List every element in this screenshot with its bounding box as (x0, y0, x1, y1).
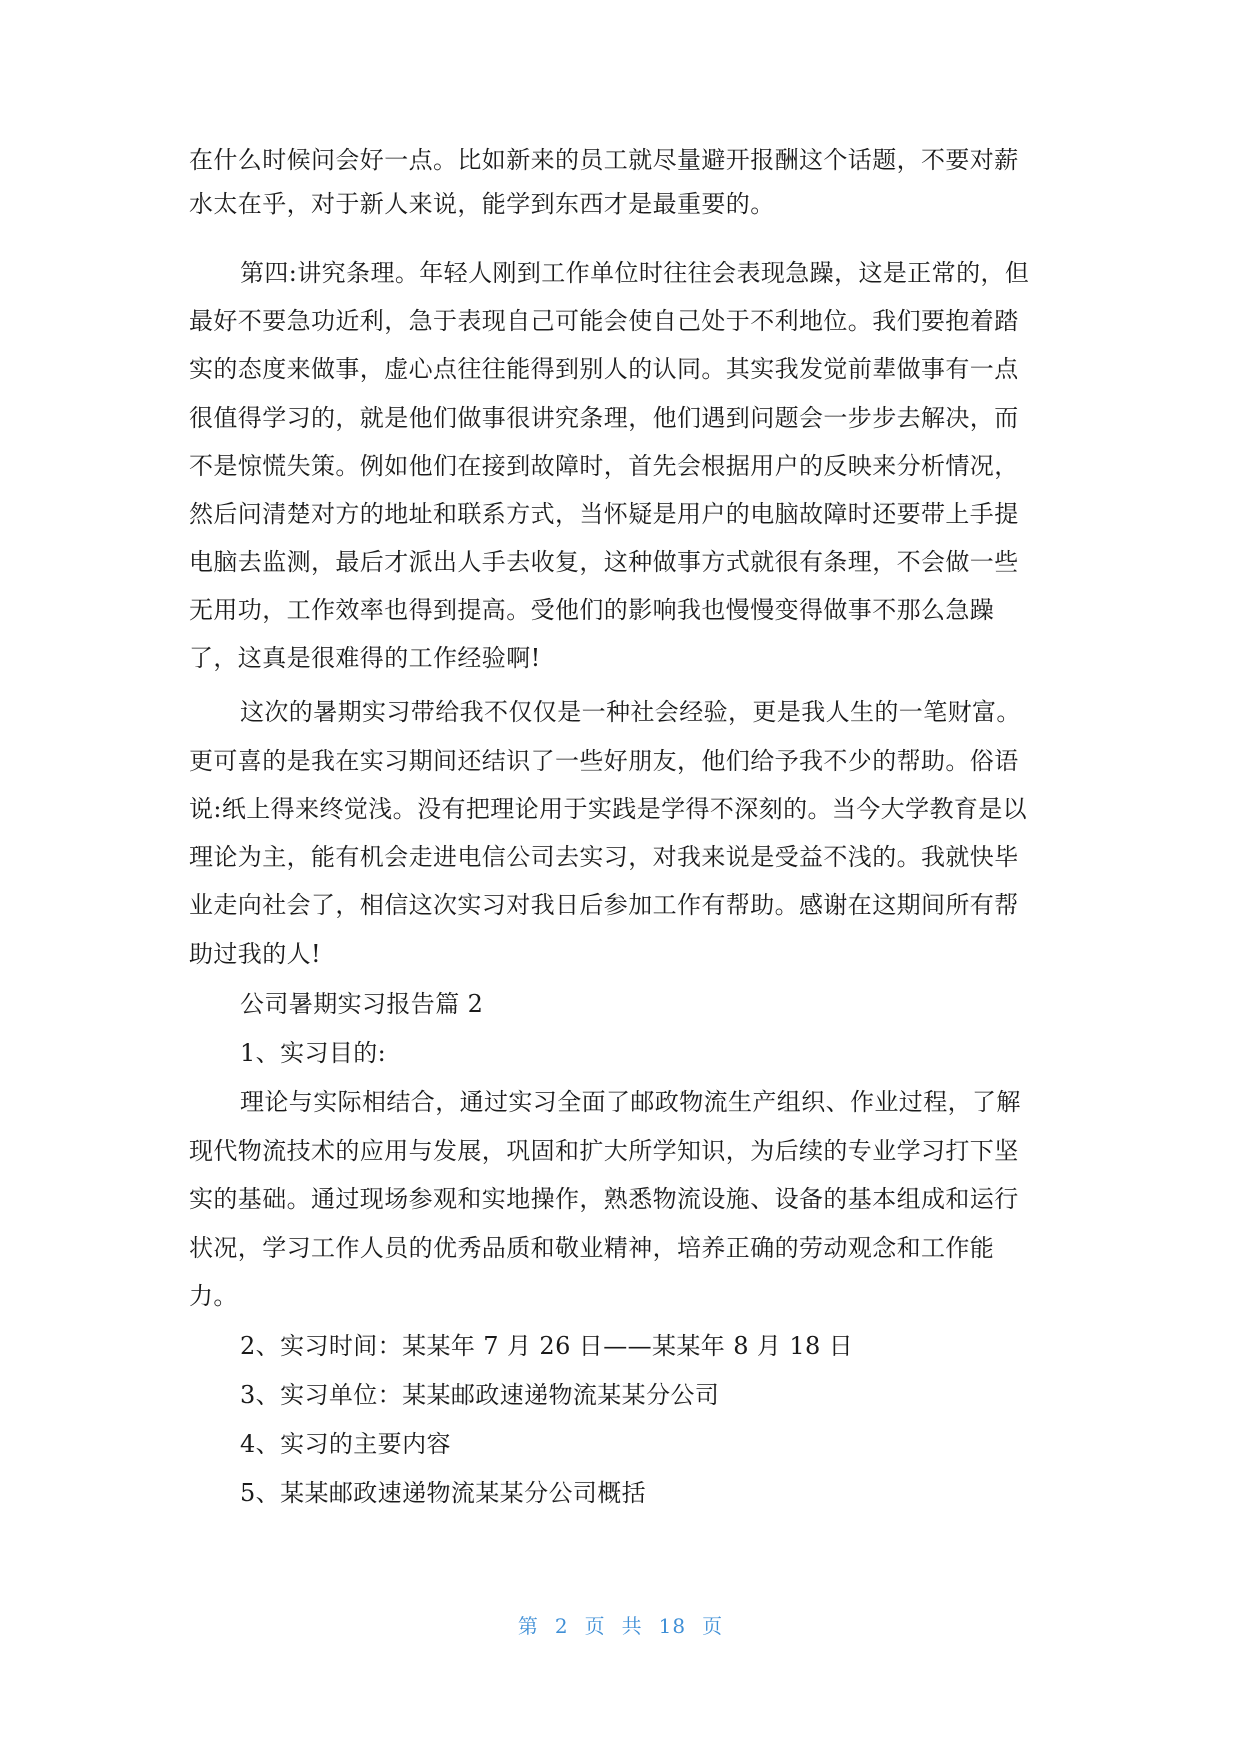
footer-ye: 页 (702, 1614, 724, 1638)
paragraph-line: 现代物流技术的应用与发展，巩固和扩大所学知识，为后续的专业学习打下坚 (189, 1137, 1019, 1165)
subsection-heading: 1、实习目的: (240, 1039, 387, 1067)
paragraph-line: 更可喜的是我在实习期间还结识了一些好朋友，他们给予我不少的帮助。俗语 (189, 747, 1019, 775)
page-footer (0, 1610, 1241, 1639)
list-item: 2、实习时间：某某年 7 月 26 日——某某年 8 月 18 日 (240, 1332, 854, 1360)
current-page-number: 2 (554, 1614, 569, 1638)
paragraph-line: 业走向社会了，相信这次实习对我日后参加工作有帮助。感谢在这期间所有帮 (189, 891, 1019, 919)
paragraph-line: 助过我的人! (189, 940, 322, 968)
total-page-count: 18 (658, 1614, 687, 1638)
paragraph-line: 在什么时候问会好一点。比如新来的员工就尽量避开报酬这个话题，不要对薪 (189, 146, 1019, 174)
paragraph-line: 状况，学习工作人员的优秀品质和敬业精神，培养正确的劳动观念和工作能 (189, 1234, 995, 1262)
paragraph-line: 理论与实际相结合，通过实习全面了邮政物流生产组织、作业过程，了解 (240, 1088, 1021, 1116)
paragraph-line: 力。 (189, 1282, 238, 1310)
paragraph-line: 无用功，工作效率也得到提高。受他们的影响我也慢慢变得做事不那么急躁 (189, 596, 995, 624)
paragraph-line: 最好不要急功近利，急于表现自己可能会使自己处于不利地位。我们要抱着踏 (189, 307, 1019, 335)
footer-ye: 页 (584, 1614, 606, 1638)
paragraph-line: 说:纸上得来终觉浅。没有把理论用于实践是学得不深刻的。当今大学教育是以 (189, 795, 1028, 823)
paragraph-line: 水太在乎，对于新人来说，能学到东西才是最重要的。 (189, 190, 775, 218)
paragraph-line: 了，这真是很难得的工作经验啊! (189, 644, 541, 672)
paragraph-line: 然后问清楚对方的地址和联系方式，当怀疑是用户的电脑故障时还要带上手提 (189, 500, 1019, 528)
list-item: 4、实习的主要内容 (240, 1430, 451, 1458)
paragraph-line: 实的基础。通过现场参观和实地操作，熟悉物流设施、设备的基本组成和运行 (189, 1185, 1019, 1213)
footer-gong: 共 (621, 1614, 643, 1638)
list-item: 3、实习单位：某某邮政速递物流某某分公司 (240, 1381, 720, 1409)
paragraph-line: 不是惊慌失策。例如他们在接到故障时，首先会根据用户的反映来分析情况， (189, 452, 1019, 480)
list-item: 5、某某邮政速递物流某某分公司概括 (240, 1479, 647, 1507)
footer-di: 第 (517, 1614, 539, 1638)
paragraph-line: 电脑去监测，最后才派出人手去收复，这种做事方式就很有条理，不会做一些 (189, 548, 1019, 576)
paragraph-line: 第四:讲究条理。年轻人刚到工作单位时往往会表现急躁，这是正常的，但 (240, 259, 1030, 287)
paragraph-line: 这次的暑期实习带给我不仅仅是一种社会经验，更是我人生的一笔财富。 (240, 698, 1021, 726)
section-heading: 公司暑期实习报告篇 2 (240, 990, 484, 1018)
paragraph-line: 理论为主，能有机会走进电信公司去实习，对我来说是受益不浅的。我就快毕 (189, 843, 1019, 871)
paragraph-line: 实的态度来做事，虚心点往往能得到别人的认同。其实我发觉前辈做事有一点 (189, 355, 1019, 383)
paragraph-line: 很值得学习的，就是他们做事很讲究条理，他们遇到问题会一步步去解决，而 (189, 404, 1019, 432)
